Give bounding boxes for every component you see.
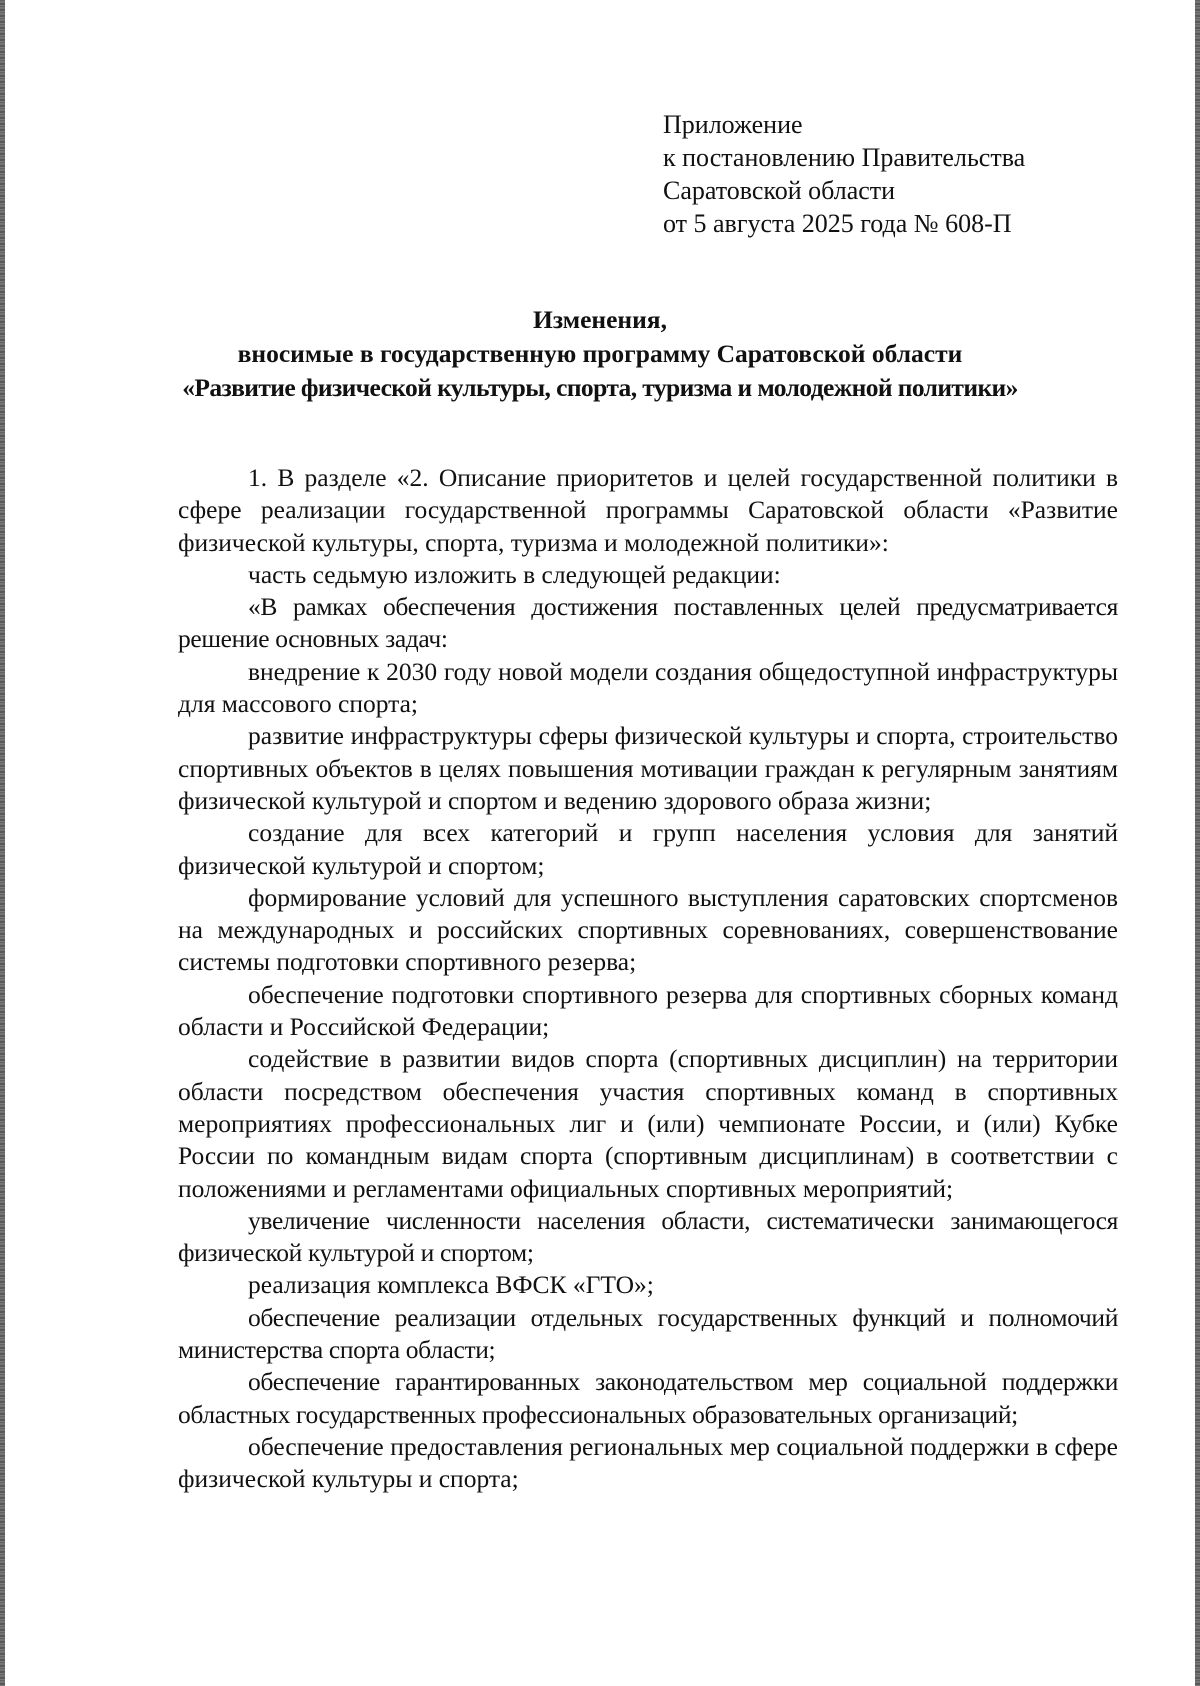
paragraph: реализация комплекса ВФСК «ГТО»; (248, 1270, 654, 1300)
paragraph: формирование условий для успешного выступления саратовских спортсменов на международных и российских спортивных соревнованиях, совершенствование системы подготовки спортивного резерва; (178, 882, 1118, 977)
scan-edge-right (1195, 0, 1200, 1686)
appendix-line: к постановлению Правительства (663, 143, 1026, 172)
document-body (178, 462, 1118, 1496)
paragraph: обеспечение реализации отдельных государственных функций и полномочий министерства спорта области; (178, 1302, 1118, 1365)
title-line: вносимые в государственную программу Саратовской области (237, 339, 963, 368)
paragraph: 1. В разделе «2. Описание приоритетов и целей государственной политики в сфере реализации государственной программы Саратовской области «Развитие физической культуры, спорта, туризма и молодежной политики»: (178, 463, 1118, 557)
paragraph: внедрение к 2030 году новой модели создания общедоступной инфраструктуры для массового спорта; (178, 656, 1118, 719)
title-line: Изменения, (533, 305, 667, 334)
paragraph: обеспечение гарантированных законодательством мер социальной поддержки областных государственных профессиональных образовательных организаций; (178, 1367, 1118, 1429)
paragraph: «В рамках обеспечения достижения поставленных целей предусматривается решение основных задач: (178, 592, 1118, 654)
document-title (150, 303, 1050, 405)
paragraph: содействие в развитии видов спорта (спортивных дисциплин) на территории области посредством обеспечения участия спортивных команд в спортивных мероприятиях профессиональных лиг и (или) чемпионате России, и (или) Кубке России по командным видам спорта (спортивным дисциплинам) в соответствии с положениями и регламентами официальных спортивных мероприятий; (178, 1044, 1118, 1203)
title-line: «Развитие физической культуры, спорта, туризма и молодежной политики» (182, 373, 1018, 402)
paragraph: развитие инфраструктуры сферы физической культуры и спорта, строительство спортивных объектов в целях повышения мотивации граждан к регулярным занятиям физической культурой и спортом и ведению здорового образа жизни; (178, 721, 1118, 815)
paragraph: обеспечение предоставления региональных мер социальной поддержки в сфере физической культуры и спорта; (178, 1431, 1118, 1494)
paragraph: часть седьмую изложить в следующей редакции: (248, 559, 781, 589)
appendix-line: от 5 августа 2025 года № 608-П (663, 209, 1012, 238)
appendix-block (663, 108, 1103, 240)
paragraph: обеспечение подготовки спортивного резерва для спортивных сборных команд области и Российской Федерации; (178, 979, 1118, 1042)
paragraph: создание для всех категорий и групп населения условия для занятий физической культурой и спортом; (178, 818, 1118, 880)
scan-edge-left (0, 0, 5, 1686)
appendix-line: Саратовской области (663, 176, 896, 205)
paragraph: увеличение численности населения области, систематически занимающегося физической культурой и спортом; (178, 1205, 1118, 1268)
appendix-line: Приложение (663, 110, 803, 139)
